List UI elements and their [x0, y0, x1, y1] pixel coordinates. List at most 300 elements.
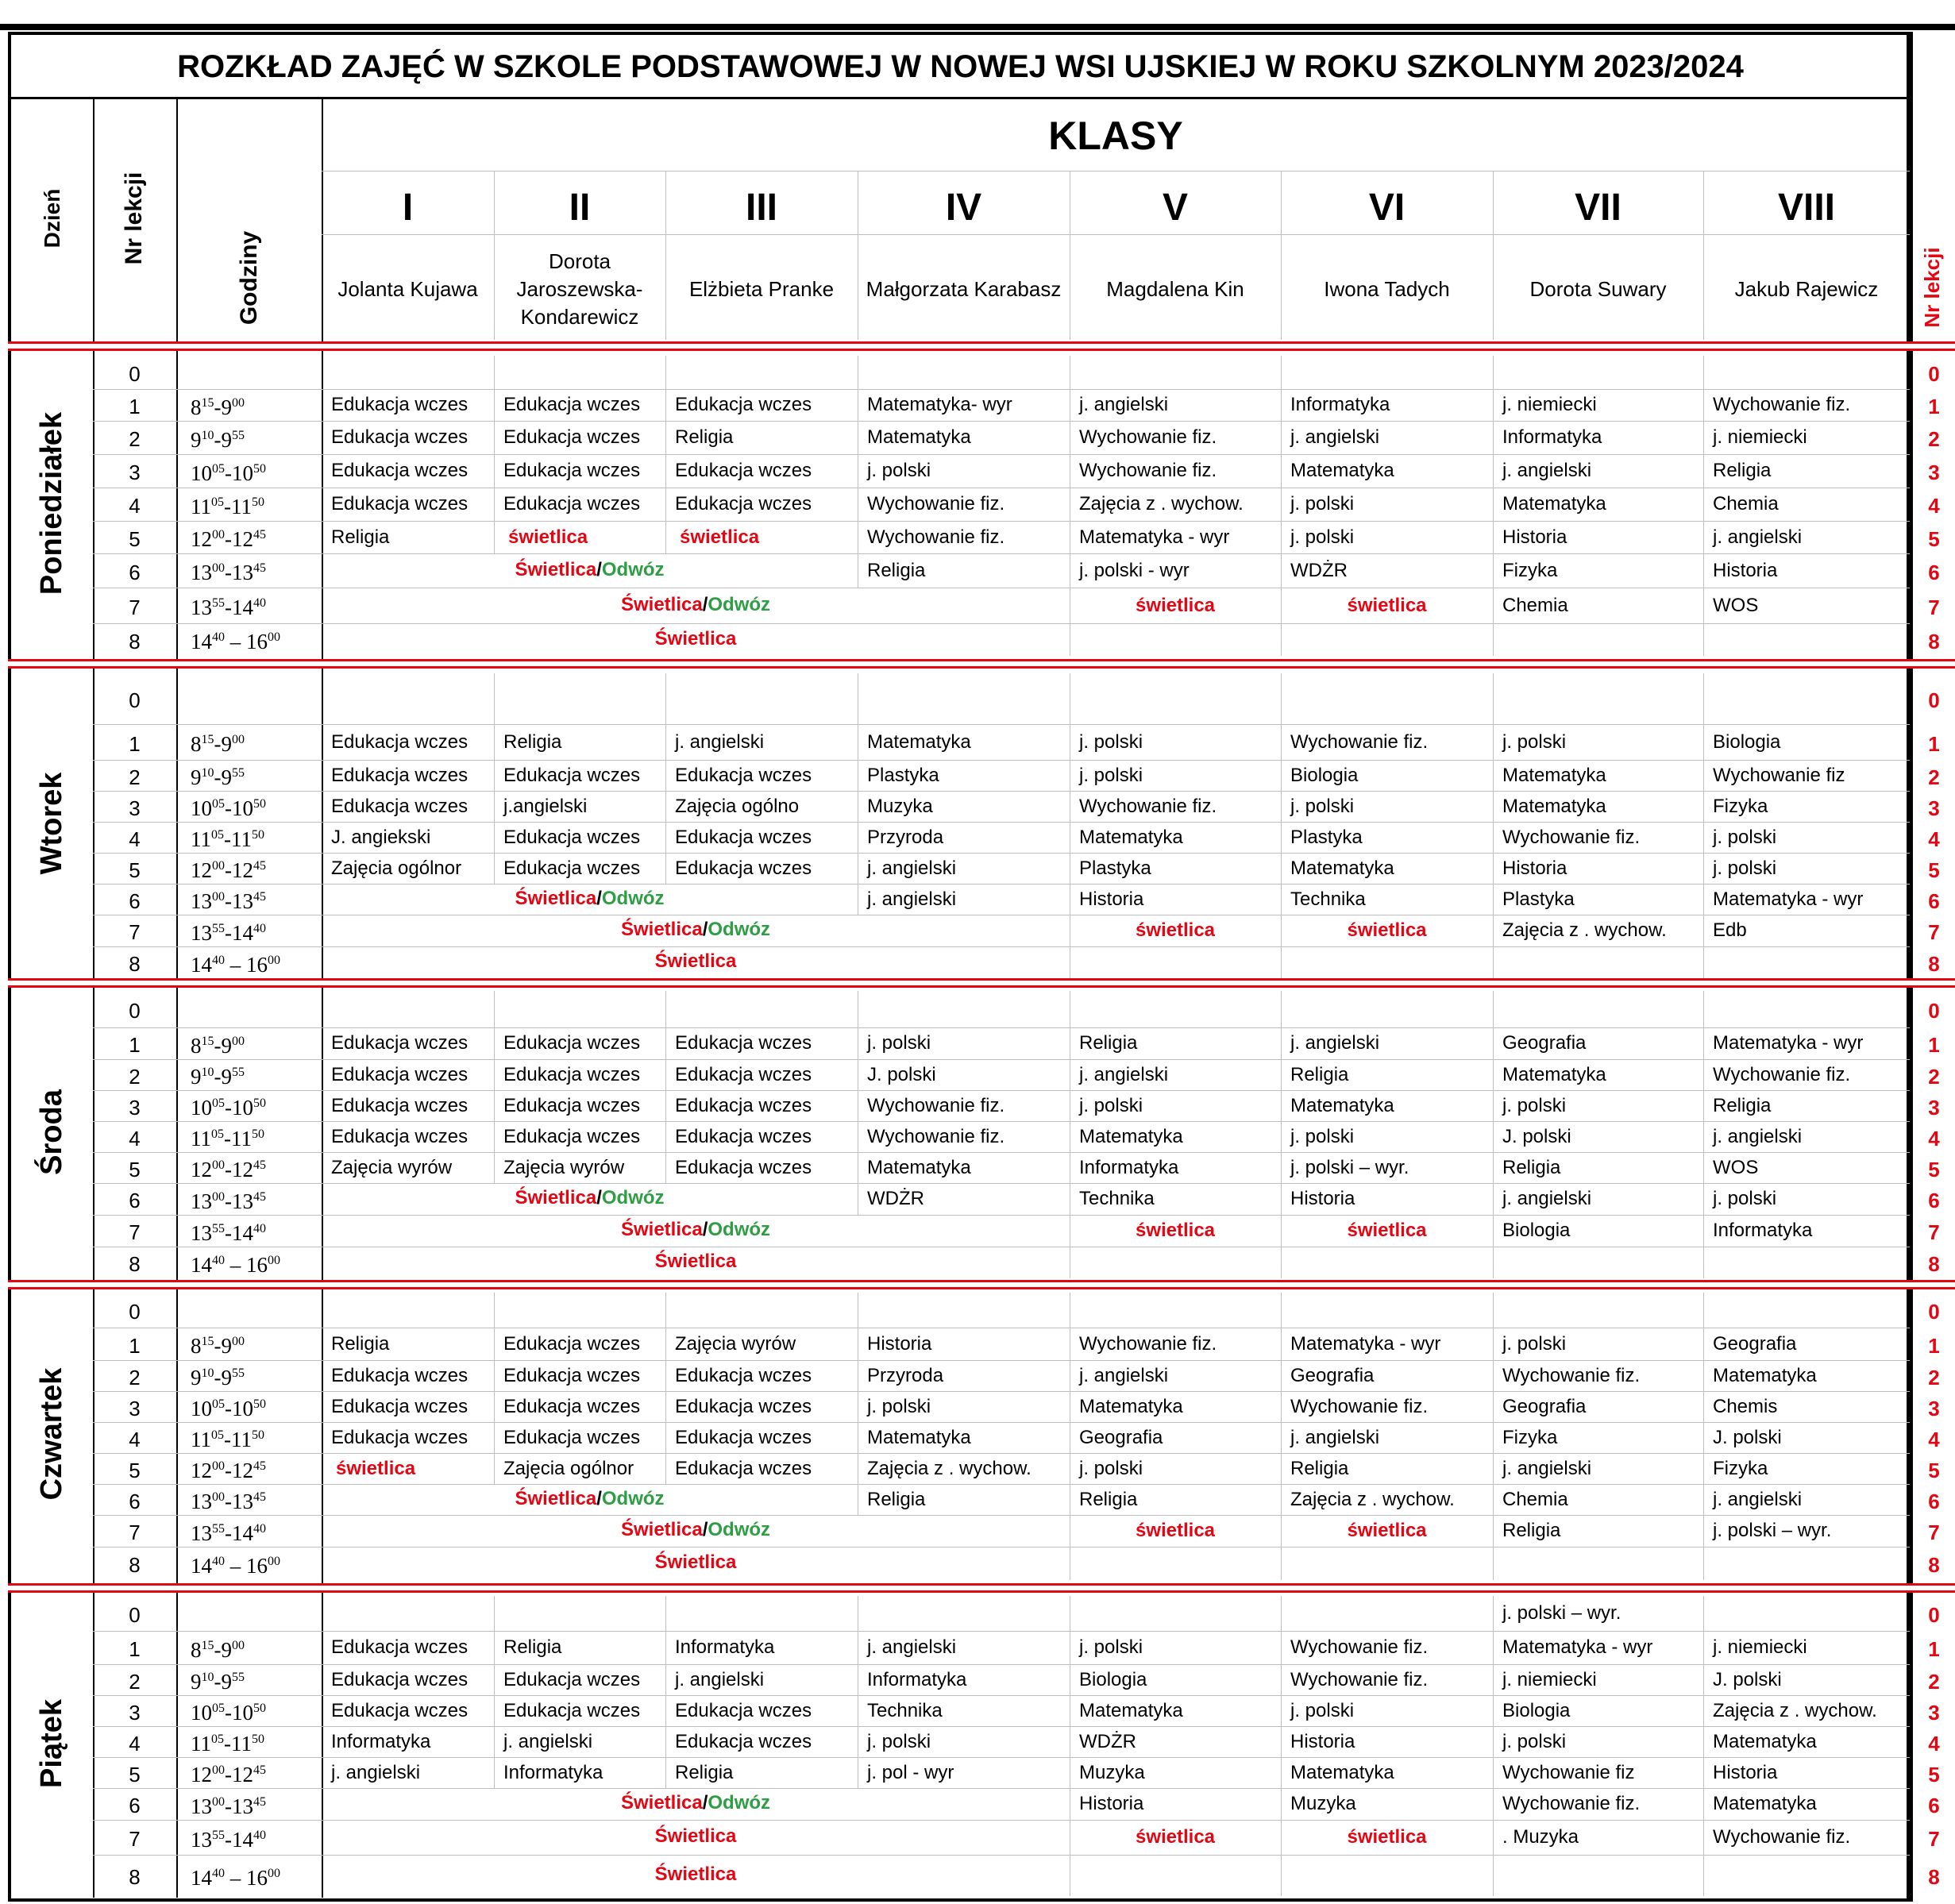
- cell-divider: [1703, 1547, 1704, 1580]
- lesson-time: [176, 1460, 336, 1482]
- swietlica-odwoz-span: [322, 1220, 1070, 1239]
- subject-cell: Edukacja wczes: [675, 1730, 812, 1752]
- subject-cell: Wychowanie fiz.: [1079, 795, 1217, 817]
- time-part: –: [225, 1252, 246, 1277]
- cell-divider: [1281, 946, 1282, 978]
- class-name-divider: [322, 234, 1910, 235]
- subject-cell: świetlica: [1135, 919, 1216, 941]
- subject-cell: Zajęcia z . wychow.: [1290, 1488, 1455, 1510]
- subject-cell: j. polski: [867, 1730, 931, 1752]
- swietlica-label: Świetlica: [654, 1825, 737, 1847]
- side-lesson-number: 4: [1928, 1427, 1940, 1451]
- subject-cell: świetlica: [1347, 1826, 1427, 1848]
- subject-cell: Matematyka: [1713, 1793, 1817, 1814]
- time-part: 45: [253, 859, 266, 873]
- lesson-number: 3: [129, 1700, 141, 1725]
- time-part: 13: [191, 1490, 212, 1513]
- odwoz-label: Odwóz: [601, 558, 665, 580]
- subject-cell: Edukacja wczes: [331, 426, 469, 448]
- time-part: -: [225, 858, 232, 882]
- time-part: 45: [253, 890, 266, 904]
- time-part: 13: [232, 889, 253, 913]
- subject-cell: j. polski: [1713, 857, 1777, 879]
- subject-cell: Informatyka: [1713, 1220, 1813, 1241]
- time-part: 40: [212, 1253, 225, 1267]
- cell-divider: [1703, 991, 1704, 1027]
- subject-cell: Edukacja wczes: [503, 460, 641, 481]
- row-divider: [93, 1090, 1910, 1091]
- row-divider: [93, 421, 1910, 422]
- subject-cell: Edukacja wczes: [675, 764, 812, 786]
- side-lesson-number: 3: [1928, 461, 1940, 484]
- time-part: -: [225, 461, 232, 485]
- subject-cell: Edukacja wczes: [675, 1094, 812, 1116]
- time-part: -: [225, 1397, 232, 1420]
- lesson-number: 6: [129, 888, 141, 913]
- subject-cell: Edukacja wczes: [331, 493, 469, 515]
- time-part: 55: [232, 1671, 245, 1684]
- side-lesson-number: 0: [1928, 999, 1940, 1023]
- time-part: 11: [231, 1127, 252, 1150]
- time-part: 14: [191, 630, 212, 653]
- cell-divider: [1281, 1293, 1282, 1328]
- col-divider: [176, 99, 178, 1898]
- time-part: 13: [191, 595, 212, 619]
- lesson-number: 5: [129, 526, 141, 551]
- subject-cell: j. angielski: [1502, 1457, 1592, 1479]
- time-part: 40: [253, 1828, 266, 1842]
- time-part: -: [224, 827, 231, 851]
- cell-divider: [1281, 1547, 1282, 1580]
- subject-cell: Edukacja wczes: [675, 1457, 812, 1479]
- time-part: 40: [253, 596, 266, 610]
- side-lesson-number: 6: [1928, 1794, 1940, 1817]
- time-part: 11: [191, 1428, 211, 1451]
- time-part: 50: [252, 1127, 264, 1141]
- lesson-time: [176, 1523, 336, 1544]
- time-part: -: [225, 1827, 232, 1852]
- subject-cell: j. polski: [1079, 1094, 1143, 1116]
- subject-cell: Religia: [1079, 1488, 1138, 1510]
- side-lesson-number: 5: [1928, 1157, 1940, 1181]
- cell-divider: [1703, 356, 1704, 389]
- time-part: 13: [191, 889, 212, 913]
- subject-cell: Zajęcia ogólnor: [503, 1457, 634, 1479]
- time-part: 9: [221, 1065, 232, 1089]
- subject-cell: j. angielski: [675, 1668, 765, 1690]
- time-part: 12: [232, 1459, 253, 1482]
- swietlica-label: Świetlica: [620, 593, 703, 615]
- slash: /: [596, 887, 602, 909]
- cell-divider: [494, 1293, 495, 1328]
- time-part: 00: [232, 395, 245, 410]
- subject-cell: Edukacja wczes: [503, 426, 641, 448]
- subject-cell: Wychowanie fiz.: [1290, 1668, 1429, 1690]
- time-part: 10: [201, 1671, 214, 1684]
- side-lesson-number: 8: [1928, 629, 1940, 653]
- time-part: 40: [212, 1554, 225, 1568]
- lesson-time: [176, 1191, 336, 1212]
- time-part: 05: [211, 828, 224, 842]
- lesson-number: 3: [129, 1095, 141, 1120]
- time-part: 50: [252, 1428, 264, 1442]
- subject-cell: Edukacja wczes: [503, 1332, 641, 1355]
- time-part: 11: [191, 1127, 211, 1150]
- subject-cell: Matematyka: [1713, 1364, 1817, 1386]
- row-divider: [93, 760, 1910, 761]
- swietlica-odwoz-span: [322, 1794, 1070, 1813]
- swietlica-label: Świetlica: [654, 1864, 737, 1885]
- row-divider: [93, 623, 1910, 624]
- slash: /: [596, 1187, 602, 1208]
- time-part: 45: [253, 1189, 266, 1204]
- subject-cell: Wychowanie fiz.: [1290, 1636, 1429, 1658]
- subject-cell: Matematyka: [1079, 1395, 1183, 1417]
- lesson-time: [176, 1367, 336, 1389]
- subject-cell: świetlica: [336, 1457, 416, 1479]
- subject-cell: j. polski: [1502, 1094, 1567, 1116]
- subject-cell: j. angielski: [1290, 1032, 1380, 1054]
- swietlica-odwoz-span: [322, 558, 858, 580]
- cell-divider: [1281, 356, 1282, 389]
- side-lesson-number: 8: [1928, 1252, 1940, 1276]
- odwoz-label: Odwóz: [601, 1187, 665, 1208]
- subject-cell: j. angielski: [1079, 1364, 1169, 1386]
- subject-cell: Edukacja wczes: [503, 764, 641, 786]
- subject-cell: j. angielski: [331, 1761, 421, 1783]
- lesson-time: [176, 1555, 336, 1577]
- subject-cell: Historia: [1502, 857, 1567, 879]
- time-part: -: [214, 1065, 222, 1089]
- cell-divider: [1281, 623, 1282, 656]
- subject-cell: j. polski: [1079, 1636, 1143, 1658]
- time-part: 12: [191, 1158, 212, 1181]
- subject-cell: Edukacja wczes: [503, 493, 641, 515]
- time-part: 55: [232, 1066, 245, 1079]
- lesson-time: [176, 631, 336, 653]
- subject-cell: Edukacja wczes: [675, 1156, 812, 1178]
- cell-divider: [1703, 1855, 1704, 1896]
- subject-cell: j. angielski: [867, 888, 957, 910]
- subject-cell: Edukacja wczes: [675, 1364, 812, 1386]
- time-part: 00: [232, 1034, 245, 1048]
- subject-cell: j. polski: [1290, 526, 1355, 548]
- time-part: 9: [221, 395, 232, 419]
- swietlica-odwoz-span: [322, 1521, 1070, 1540]
- side-lesson-number: 6: [1928, 888, 1940, 913]
- lesson-number: 3: [129, 1396, 141, 1420]
- subject-cell: j. polski – wyr.: [1713, 1520, 1832, 1541]
- subject-cell: Religia: [503, 1636, 562, 1658]
- time-part: 00: [268, 1554, 280, 1568]
- time-part: 14: [232, 1220, 253, 1245]
- subject-cell: Plastyka: [1502, 888, 1575, 910]
- time-part: 40: [253, 921, 266, 935]
- subject-cell: Matematyka - wyr: [1713, 888, 1864, 910]
- row-divider: [93, 791, 1910, 792]
- subject-cell: Matematyka: [1290, 1761, 1394, 1783]
- cell-divider: [494, 356, 495, 389]
- time-part: 50: [252, 828, 264, 842]
- lesson-number: 8: [129, 1252, 141, 1276]
- lesson-number: 1: [129, 1637, 141, 1661]
- class-name-8: VIII: [1777, 187, 1836, 229]
- subject-cell: Religia: [331, 1332, 390, 1355]
- time-part: 10: [232, 1397, 253, 1420]
- lesson-number: 8: [129, 1553, 141, 1577]
- side-lesson-number: 6: [1928, 1489, 1940, 1513]
- time-part: 05: [212, 1097, 225, 1110]
- time-part: -: [224, 1428, 231, 1451]
- time-part: -: [225, 1763, 232, 1786]
- subject-cell: Zajęcia wyrów: [503, 1156, 625, 1178]
- title-divider: [11, 97, 1910, 99]
- time-part: 14: [232, 1521, 253, 1545]
- row-divider: [93, 553, 1910, 554]
- subject-cell: Edukacja wczes: [503, 1364, 641, 1386]
- subject-cell: Edukacja wczes: [675, 493, 812, 515]
- lesson-time: [176, 1491, 336, 1513]
- subject-cell: Matematyka: [1502, 1063, 1606, 1085]
- side-lesson-number: 2: [1928, 765, 1940, 789]
- side-lesson-number: 6: [1928, 560, 1940, 584]
- side-lesson-number: 1: [1928, 1333, 1940, 1358]
- swietlica-span: [322, 1865, 1070, 1884]
- class-name-1: I: [402, 187, 414, 229]
- time-part: –: [225, 1553, 246, 1578]
- subject-cell: Biologia: [1502, 1220, 1571, 1241]
- time-part: 8: [191, 1334, 202, 1358]
- subject-cell: Wychowanie fiz: [1502, 1761, 1635, 1783]
- time-part: 00: [212, 1189, 225, 1204]
- side-lesson-number: 4: [1928, 494, 1940, 518]
- lesson-time: [176, 1035, 336, 1057]
- time-part: -: [224, 1732, 231, 1756]
- time-part: -: [225, 595, 232, 619]
- subject-cell: Historia: [867, 1332, 932, 1355]
- subject-cell: Geografia: [1079, 1426, 1163, 1448]
- subject-cell: Informatyka: [675, 1636, 775, 1658]
- lesson-number: 5: [129, 1458, 141, 1482]
- subject-cell: Geografia: [1713, 1332, 1797, 1355]
- time-part: 14: [232, 1827, 253, 1852]
- lesson-time: [176, 1220, 336, 1245]
- subject-cell: Religia: [1713, 1094, 1772, 1116]
- row-divider: [93, 1726, 1910, 1727]
- subject-cell: Edukacja wczes: [503, 1426, 641, 1448]
- side-lesson-number: 7: [1928, 595, 1940, 619]
- time-part: 05: [211, 495, 224, 509]
- time-part: 50: [252, 495, 264, 509]
- side-lesson-no-header: Nr lekcji: [1920, 247, 1944, 328]
- subject-cell: Edukacja wczes: [503, 1395, 641, 1417]
- time-part: 12: [191, 527, 212, 551]
- time-part: 15: [201, 1638, 214, 1652]
- subject-cell: J. polski: [1502, 1125, 1571, 1147]
- subject-cell: Wychowanie fiz.: [1713, 1826, 1851, 1848]
- side-lesson-number: 8: [1928, 1865, 1940, 1889]
- time-part: 9: [221, 427, 232, 452]
- time-part: 00: [212, 528, 225, 542]
- subject-cell: Historia: [1713, 1761, 1778, 1783]
- subject-cell: j. polski: [1502, 1332, 1567, 1355]
- subject-cell: Matematyka: [1079, 1125, 1183, 1147]
- time-part: 00: [232, 1335, 245, 1348]
- subject-cell: Religia: [503, 730, 562, 753]
- time-part: 11: [231, 494, 252, 518]
- lesson-number: 0: [129, 999, 141, 1023]
- time-part: 55: [212, 1221, 225, 1235]
- time-part: 50: [252, 1732, 264, 1746]
- subject-cell: j. angielski: [1290, 426, 1380, 448]
- subject-cell: Geografia: [1502, 1032, 1587, 1054]
- time-part: 9: [221, 1670, 232, 1694]
- time-part: 13: [191, 1794, 212, 1818]
- swietlica-label: Świetlica: [620, 1519, 703, 1540]
- row-divider: [93, 1215, 1910, 1216]
- time-part: 00: [212, 1459, 225, 1473]
- time-part: -: [225, 1220, 232, 1245]
- time-part: 55: [232, 428, 245, 442]
- cell-divider: [1493, 1293, 1494, 1328]
- subject-cell: świetlica: [1347, 1520, 1427, 1541]
- teacher-name-5: Magdalena Kin: [1106, 276, 1244, 301]
- lesson-number: 4: [129, 494, 141, 518]
- cell-divider: [1703, 1247, 1704, 1278]
- lesson-number: 0: [129, 362, 141, 386]
- teacher-name-6: Iwona Tadych: [1324, 276, 1450, 301]
- time-part: -: [225, 561, 232, 584]
- lesson-no-header: Nr lekcji: [121, 172, 147, 265]
- side-lesson-number: 4: [1928, 1126, 1940, 1150]
- cell-divider: [665, 1293, 666, 1328]
- slash: /: [596, 558, 602, 580]
- lesson-time: [176, 734, 336, 755]
- subject-cell: świetlica: [680, 526, 760, 548]
- side-lesson-number: 8: [1928, 1553, 1940, 1577]
- subject-cell: Edukacja wczes: [331, 1094, 469, 1116]
- subject-cell: Wychowanie fiz.: [1079, 460, 1217, 481]
- time-part: 40: [212, 1866, 225, 1880]
- lesson-number: 7: [129, 1521, 141, 1544]
- row-divider: [93, 389, 1910, 390]
- lesson-number: 4: [129, 1427, 141, 1451]
- subject-cell: Zajęcia z . wychow.: [1079, 493, 1244, 515]
- lesson-time: [176, 1335, 336, 1357]
- swietlica-label: Świetlica: [620, 1219, 703, 1240]
- lesson-time: [176, 1637, 336, 1662]
- subject-cell: WOS: [1713, 594, 1759, 616]
- time-part: -: [225, 889, 232, 913]
- time-part: 8: [191, 1033, 202, 1058]
- swietlica-label: Świetlica: [515, 1187, 597, 1208]
- day-name-3: Czwartek: [35, 1367, 68, 1501]
- lesson-time: [176, 1733, 336, 1755]
- cell-divider: [1703, 623, 1704, 656]
- side-lesson-number: 0: [1928, 688, 1940, 712]
- time-part: 05: [211, 1428, 224, 1442]
- lesson-number: 2: [129, 427, 141, 451]
- row-divider: [93, 724, 1910, 725]
- time-part: –: [225, 630, 246, 653]
- subject-cell: Edukacja wczes: [675, 1426, 812, 1448]
- time-part: 10: [232, 461, 253, 485]
- time-part: 14: [191, 1252, 212, 1277]
- time-part: 10: [191, 796, 212, 820]
- subject-cell: Wychowanie fiz.: [1502, 1793, 1641, 1814]
- time-part: 05: [212, 1397, 225, 1411]
- row-divider: [93, 1820, 1910, 1821]
- time-part: 11: [191, 1732, 211, 1756]
- subject-cell: Biologia: [1713, 730, 1781, 753]
- subject-cell: Matematyka: [867, 1156, 971, 1178]
- time-part: -: [214, 427, 222, 452]
- subject-cell: Wychowanie fiz.: [1713, 1063, 1851, 1085]
- time-part: 14: [232, 920, 253, 945]
- time-part: 16: [246, 1553, 268, 1578]
- side-lesson-number: 3: [1928, 796, 1940, 820]
- time-part: -: [214, 1670, 222, 1694]
- swietlica-odwoz-span: [322, 1487, 858, 1509]
- time-part: 9: [191, 1065, 202, 1089]
- time-part: 50: [253, 1097, 266, 1110]
- slash: /: [702, 593, 708, 615]
- row-divider: [93, 1183, 1910, 1184]
- time-part: 40: [212, 953, 225, 967]
- subject-cell: Matematyka: [1290, 460, 1394, 481]
- time-part: 11: [231, 1732, 252, 1756]
- subject-cell: Edukacja wczes: [675, 1063, 812, 1085]
- time-part: 11: [231, 1428, 252, 1451]
- subject-cell: Edb: [1713, 919, 1747, 941]
- subject-cell: świetlica: [1135, 1826, 1216, 1848]
- slash: /: [596, 1487, 602, 1509]
- time-part: 55: [232, 1366, 245, 1380]
- time-part: -: [224, 494, 231, 518]
- row-divider: [93, 521, 1910, 522]
- lesson-number: 1: [129, 1333, 141, 1358]
- subject-cell: Przyroda: [867, 826, 944, 848]
- time-part: -: [214, 732, 222, 756]
- row-divider: [93, 1855, 1910, 1856]
- subject-cell: WDŻR: [867, 1188, 924, 1209]
- time-part: -: [225, 1490, 232, 1513]
- subject-cell: Edukacja wczes: [331, 1636, 469, 1658]
- time-part: 8: [191, 1637, 202, 1662]
- lesson-time: [176, 891, 336, 912]
- time-part: -: [224, 1127, 231, 1150]
- swietlica-span: [322, 627, 1070, 649]
- subject-cell: Zajęcia ogólno: [675, 795, 800, 817]
- swietlica-label: Świetlica: [654, 1551, 737, 1573]
- time-part: 55: [212, 921, 225, 935]
- subject-cell: WDŻR: [1290, 559, 1348, 581]
- time-part: 15: [201, 1335, 214, 1348]
- row-divider: [93, 1631, 1910, 1632]
- lesson-time: [176, 1702, 336, 1724]
- cell-divider: [665, 673, 666, 724]
- time-part: 10: [191, 461, 212, 485]
- side-lesson-number: 7: [1928, 1827, 1940, 1851]
- subject-cell: Religia: [675, 1761, 734, 1783]
- subject-cell: Plastyka: [1290, 826, 1363, 848]
- subject-cell: j. polski: [1502, 730, 1567, 753]
- side-lesson-number: 0: [1928, 362, 1940, 386]
- subject-cell: Wychowanie fiz.: [1290, 1395, 1429, 1417]
- subject-cell: Matematyka- wyr: [867, 394, 1012, 415]
- swietlica-label: Świetlica: [620, 1792, 703, 1813]
- swietlica-label: Świetlica: [620, 919, 703, 940]
